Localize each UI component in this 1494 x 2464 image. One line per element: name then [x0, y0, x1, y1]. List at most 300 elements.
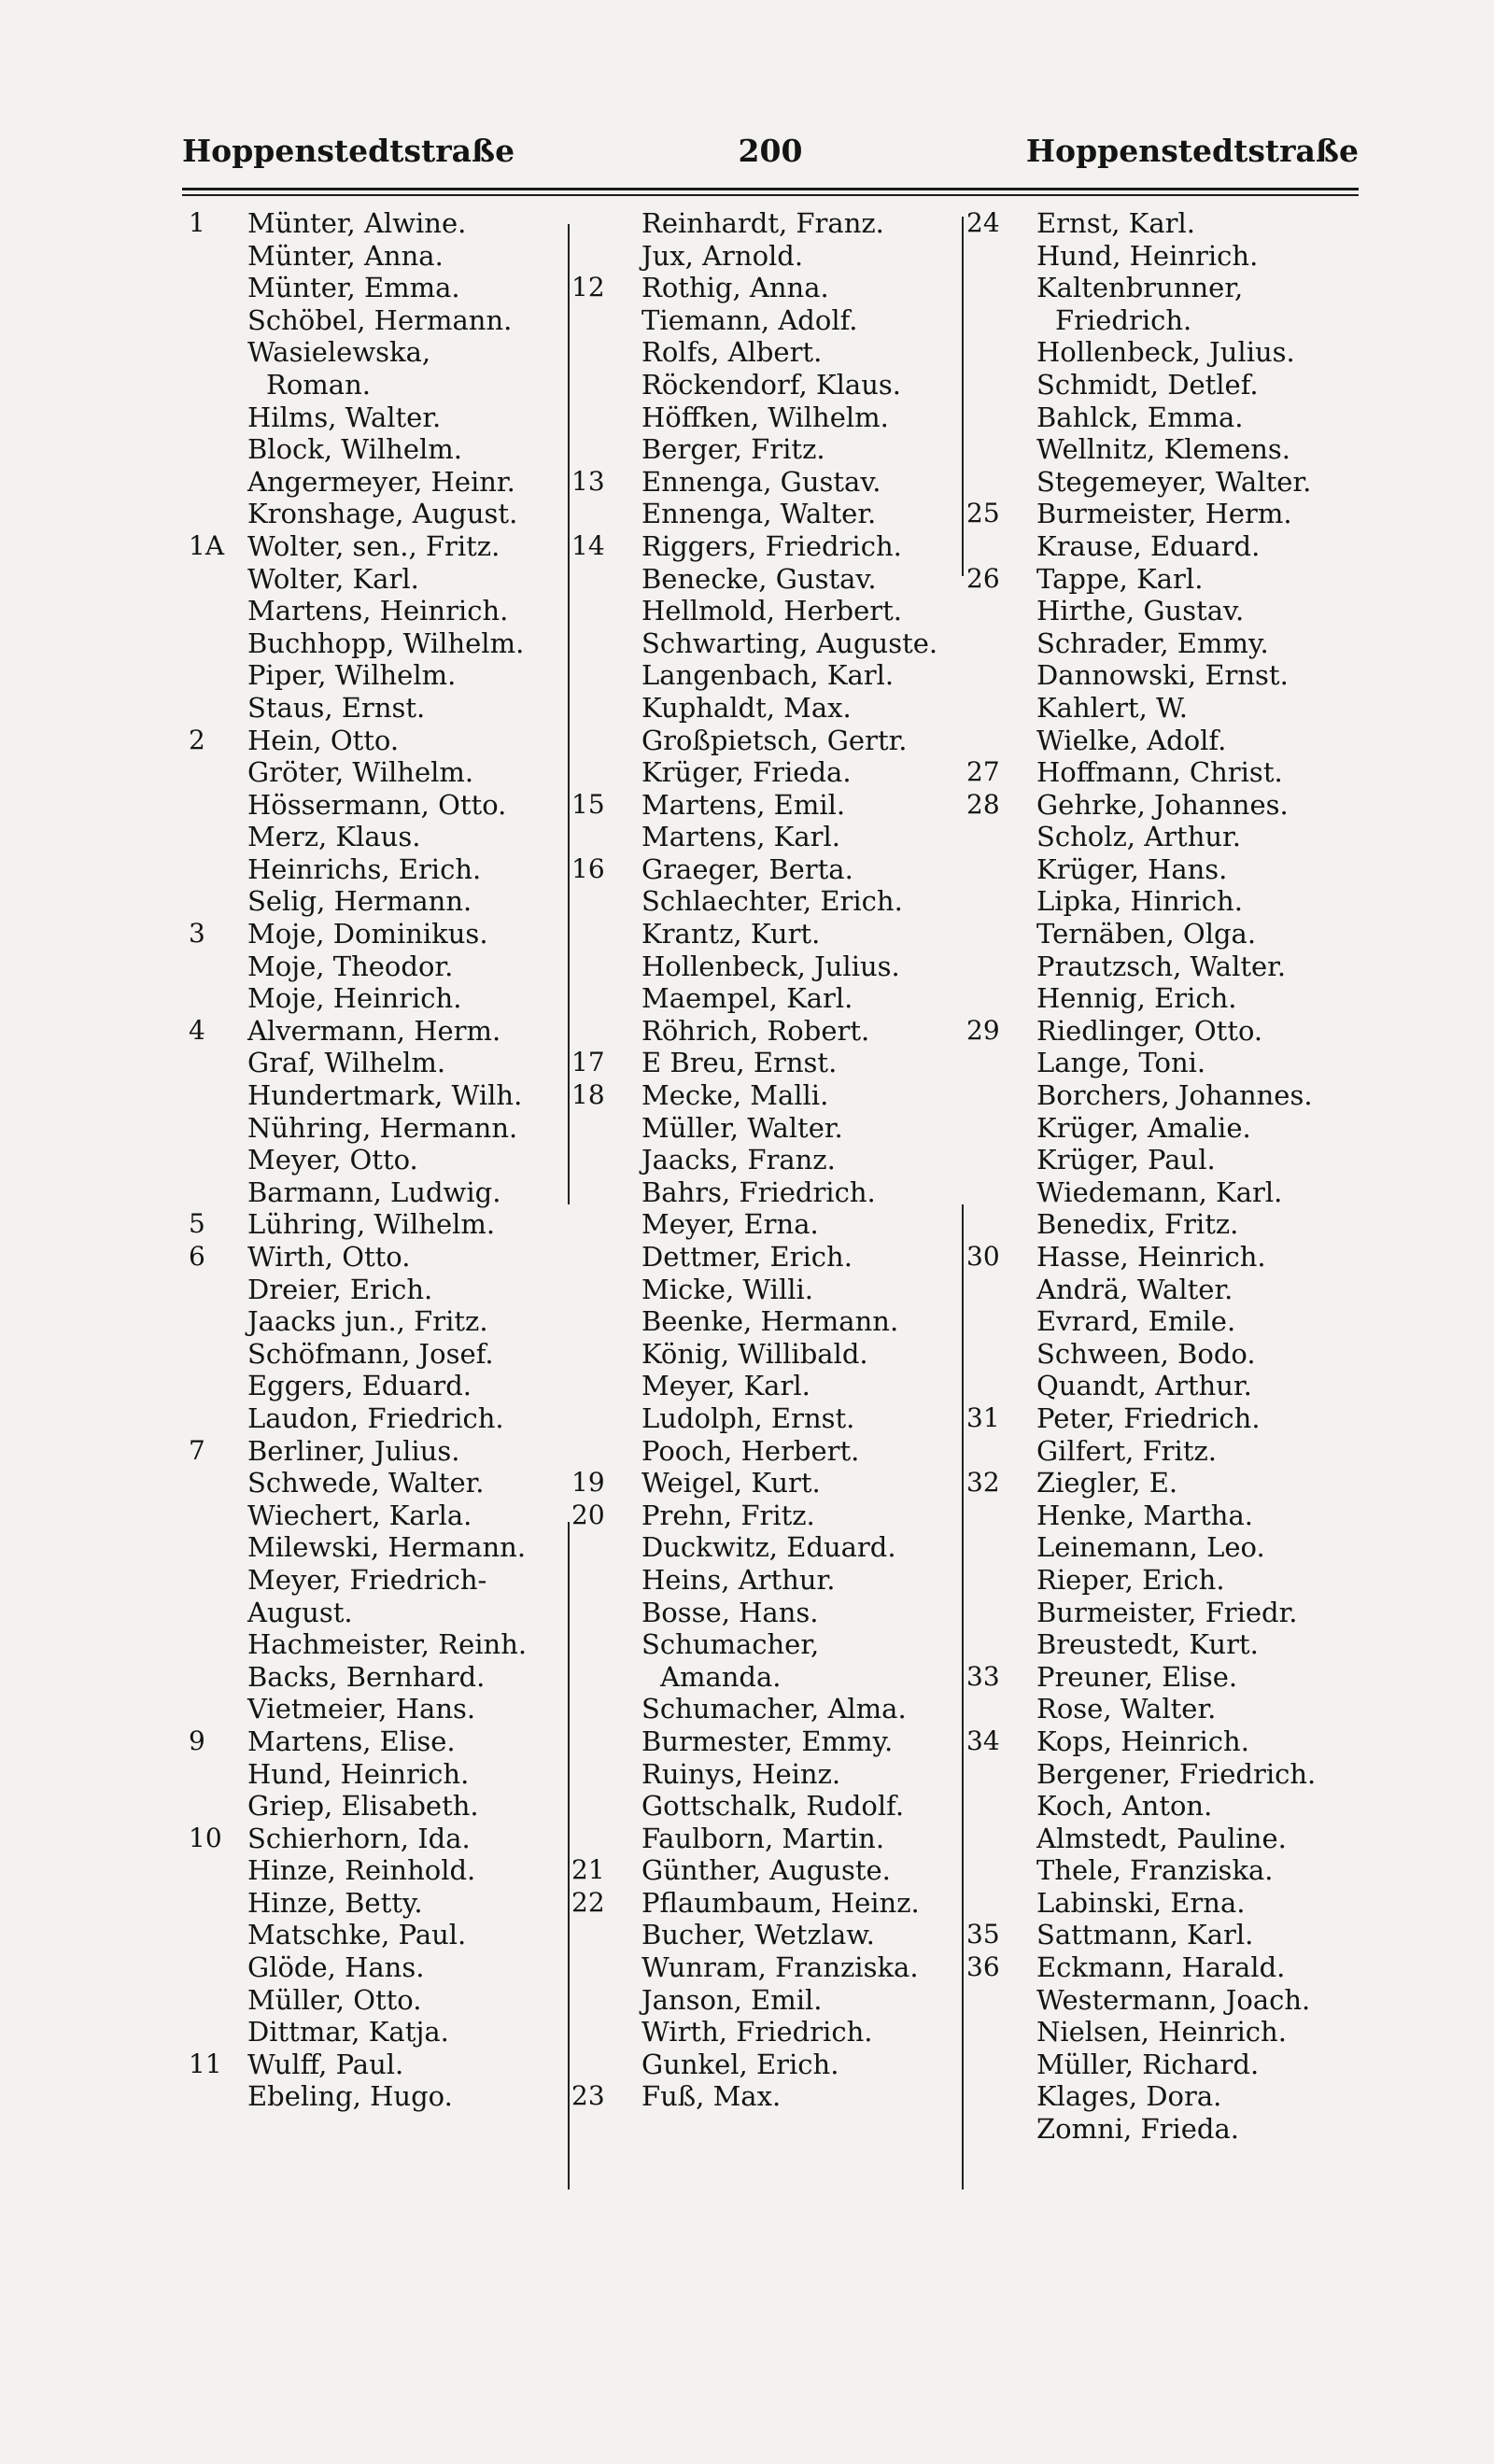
directory-entry: [966, 853, 1377, 886]
resident-name: Schumacher, Alma.: [641, 1693, 907, 1725]
resident-name: Kronshage, August.: [247, 498, 518, 530]
house-number: 34: [966, 1725, 1000, 1756]
resident-name: Scholz, Arthur.: [1036, 821, 1241, 853]
resident-name: Bahlck, Emma.: [1036, 401, 1244, 433]
resident-name: Tiemann, Adolf.: [641, 303, 858, 336]
resident-name: Hein, Otto.: [247, 724, 400, 756]
resident-name: Alvermann, Herm.: [247, 1014, 501, 1047]
house-number: 25: [966, 498, 1000, 529]
directory-entry: [571, 756, 964, 789]
directory-entry: [571, 1823, 964, 1855]
resident-name: Kahlert, W.: [1036, 691, 1188, 724]
resident-name: Hilms, Walter.: [247, 401, 442, 433]
house-number: 26: [966, 562, 1000, 594]
directory-entry: [571, 1854, 964, 1887]
resident-name: Moje, Heinrich.: [247, 982, 462, 1015]
directory-entry: [177, 304, 570, 337]
directory-entry: [966, 1338, 1377, 1371]
resident-name: Martens, Karl.: [641, 821, 840, 853]
directory-entry: [177, 1079, 570, 1112]
directory-entry: [177, 2049, 570, 2081]
resident-name: Schöbel, Hermann.: [247, 303, 513, 336]
directory-entry: [571, 1241, 964, 1274]
house-number: 11: [189, 2048, 222, 2079]
directory-entry: [177, 1919, 570, 1951]
directory-entry: [966, 1305, 1377, 1338]
directory-entry: [571, 725, 964, 757]
directory-entry: [177, 918, 570, 950]
directory-entry: [571, 563, 964, 596]
directory-entry: [571, 1079, 964, 1112]
directory-entry: [177, 1208, 570, 1241]
house-number: 3: [189, 918, 205, 950]
directory-entry: [571, 2080, 964, 2113]
resident-name: Lipka, Hinrich.: [1036, 885, 1243, 918]
resident-name: Moje, Dominikus.: [247, 918, 488, 950]
house-number: 10: [189, 1822, 222, 1853]
resident-name: König, Willibald.: [641, 1337, 868, 1370]
directory-entry: [966, 1435, 1377, 1468]
directory-entry: [177, 240, 570, 273]
directory-entry: [177, 1564, 570, 1597]
directory-entry: [571, 1951, 964, 1984]
resident-name: Wirth, Friedrich.: [641, 2016, 873, 2049]
resident-name: Krantz, Kurt.: [641, 918, 821, 950]
resident-name: Rieper, Erich.: [1036, 1563, 1225, 1596]
resident-name: Berger, Fritz.: [641, 433, 825, 466]
resident-name: Günther, Auguste.: [641, 1854, 891, 1887]
directory-entry: [177, 1854, 570, 1887]
directory-entry: [966, 401, 1377, 434]
resident-name: Riedlinger, Otto.: [1036, 1014, 1263, 1047]
directory-entry: [571, 1693, 964, 1725]
resident-name: Andrä, Walter.: [1036, 1273, 1233, 1305]
resident-name: Martens, Emil.: [641, 788, 846, 821]
house-number: 14: [571, 529, 605, 561]
house-number: 2: [189, 724, 205, 755]
directory-entry: [571, 1338, 964, 1371]
resident-name: Labinski, Erna.: [1036, 1886, 1246, 1919]
resident-name: Micke, Willi.: [641, 1273, 813, 1305]
header-rule-thick: [182, 188, 1359, 190]
page-number: 200: [738, 133, 803, 169]
resident-name: Ludolph, Ernst.: [641, 1401, 855, 1434]
resident-name: Krause, Eduard.: [1036, 529, 1261, 562]
directory-entry: [571, 659, 964, 692]
directory-entry: [571, 1112, 964, 1145]
resident-name: Röhrich, Robert.: [641, 1014, 870, 1047]
resident-name: Leinemann, Leo.: [1036, 1531, 1265, 1564]
directory-entry: [571, 1500, 964, 1532]
resident-name: Wulff, Paul.: [247, 2048, 404, 2080]
resident-name: Graf, Wilhelm.: [247, 1047, 446, 1079]
house-number: 9: [189, 1725, 205, 1756]
directory-entry: [966, 1402, 1377, 1435]
directory-entry: [966, 627, 1377, 660]
directory-entry: [966, 1628, 1377, 1661]
resident-name: Gehrke, Johannes.: [1036, 788, 1289, 821]
directory-entry: [571, 530, 964, 563]
directory-entry: [571, 789, 964, 822]
column-middle: [571, 207, 964, 2113]
directory-entry: [966, 1984, 1377, 2017]
resident-name: Gilfert, Fritz.: [1036, 1434, 1217, 1467]
house-number: 28: [966, 788, 1000, 820]
directory-entry: [177, 1628, 570, 1661]
directory-entry: [966, 304, 1377, 337]
directory-entry: [177, 853, 570, 886]
resident-name: Schöfmann, Josef.: [247, 1337, 494, 1370]
directory-entry: [571, 918, 964, 950]
directory-entry: [571, 1144, 964, 1176]
resident-name: Faulborn, Martin.: [641, 1822, 885, 1854]
resident-name: Wellnitz, Klemens.: [1036, 433, 1291, 466]
directory-entry: [571, 1984, 964, 2017]
resident-name: Schumacher,: [641, 1628, 820, 1661]
resident-name: Zomni, Frieda.: [1036, 2113, 1239, 2146]
directory-entry: [177, 2016, 570, 2049]
resident-name: Gröter, Wilhelm.: [247, 756, 474, 789]
resident-name: Wiedemann, Karl.: [1036, 1176, 1283, 1208]
resident-name: Hennig, Erich.: [1036, 982, 1237, 1015]
directory-entry: [177, 1047, 570, 1079]
resident-name: Roman.: [266, 368, 371, 401]
directory-entry: [177, 725, 570, 757]
resident-name: Schrader, Emmy.: [1036, 627, 1269, 659]
directory-entry: [177, 1887, 570, 1920]
directory-entry: [571, 401, 964, 434]
directory-entry: [177, 272, 570, 304]
directory-entry: [177, 1467, 570, 1500]
directory-entry: [966, 1919, 1377, 1951]
directory-entry: [966, 1564, 1377, 1597]
resident-name: Gottschalk, Rudolf.: [641, 1790, 905, 1823]
house-number: 23: [571, 2080, 605, 2112]
directory-entry: [177, 1144, 570, 1176]
resident-name: Bucher, Wetzlaw.: [641, 1919, 875, 1951]
house-number: 20: [571, 1499, 605, 1530]
resident-name: Weigel, Kurt.: [641, 1467, 821, 1500]
directory-entry: [966, 1015, 1377, 1048]
resident-name: Wasielewska,: [247, 336, 431, 369]
resident-name: Langenbach, Karl.: [641, 659, 895, 692]
directory-entry: [177, 369, 570, 401]
directory-entry: [966, 498, 1377, 530]
header-street-right: Hoppenstedtstraße: [1025, 133, 1359, 169]
resident-name: Münter, Emma.: [247, 272, 460, 304]
resident-name: Glöde, Hans.: [247, 1951, 425, 1984]
directory-entry: [966, 1887, 1377, 1920]
directory-entry: [966, 1790, 1377, 1823]
directory-entry: [571, 1370, 964, 1402]
resident-name: Rothig, Anna.: [641, 272, 829, 304]
resident-name: Evrard, Emile.: [1036, 1305, 1236, 1338]
resident-name: Hollenbeck, Julius.: [1036, 336, 1295, 369]
resident-name: Kuphaldt, Max.: [641, 691, 852, 724]
resident-name: Hollenbeck, Julius.: [641, 950, 900, 982]
directory-entry: [966, 1854, 1377, 1887]
house-number: 35: [966, 1919, 1000, 1950]
resident-name: Mecke, Malli.: [641, 1079, 829, 1112]
directory-entry: [966, 789, 1377, 822]
resident-name: Borchers, Johannes.: [1036, 1079, 1313, 1112]
directory-entry: [966, 1823, 1377, 1855]
directory-entry: [571, 1435, 964, 1468]
directory-entry: [177, 1661, 570, 1694]
resident-name: Vietmeier, Hans.: [247, 1693, 476, 1725]
directory-entry: [571, 1564, 964, 1597]
resident-name: Wielke, Adolf.: [1036, 724, 1227, 756]
directory-entry: [966, 1500, 1377, 1532]
directory-entry: [177, 1338, 570, 1371]
resident-name: Ruinys, Heinz.: [641, 1757, 841, 1790]
resident-name: Fuß, Max.: [641, 2080, 782, 2113]
resident-name: Hund, Heinrich.: [247, 1757, 470, 1790]
house-number: 5: [189, 1208, 205, 1240]
directory-entry: [571, 1467, 964, 1500]
resident-name: Wiechert, Karla.: [247, 1499, 472, 1531]
directory-entry: [966, 207, 1377, 240]
directory-entry: [571, 272, 964, 304]
resident-name: Stegemeyer, Walter.: [1036, 465, 1312, 498]
resident-name: Lange, Toni.: [1036, 1047, 1206, 1079]
resident-name: Meyer, Erna.: [641, 1208, 819, 1241]
directory-entry: [966, 1208, 1377, 1241]
resident-name: Burmeister, Friedr.: [1036, 1596, 1298, 1628]
directory-entry: [966, 2016, 1377, 2049]
resident-name: Ebeling, Hugo.: [247, 2080, 453, 2113]
directory-entry: [966, 1531, 1377, 1564]
directory-entry: [571, 1758, 964, 1791]
resident-name: Amanda.: [660, 1660, 782, 1693]
resident-name: Ernst, Karl.: [1036, 207, 1195, 239]
resident-name: Ennenga, Gustav.: [641, 465, 881, 498]
directory-entry: [571, 595, 964, 627]
directory-entry: [966, 756, 1377, 789]
resident-name: Buchhopp, Wilhelm.: [247, 627, 525, 659]
resident-name: Reinhardt, Franz.: [641, 207, 884, 239]
directory-entry: [966, 466, 1377, 499]
directory-entry: [571, 950, 964, 983]
resident-name: Barmann, Ludwig.: [247, 1176, 501, 1208]
house-number: 29: [966, 1014, 1000, 1046]
directory-entry: [177, 1370, 570, 1402]
directory-entry: [966, 1758, 1377, 1791]
resident-name: Prautzsch, Walter.: [1036, 950, 1287, 982]
resident-name: Münter, Anna.: [247, 239, 444, 272]
resident-name: Merz, Klaus.: [247, 821, 421, 853]
directory-entry: [966, 433, 1377, 466]
resident-name: Angermeyer, Heinr.: [247, 465, 515, 498]
directory-entry: [571, 1531, 964, 1564]
resident-name: Schwarting, Auguste.: [641, 627, 938, 659]
directory-entry: [571, 466, 964, 499]
directory-entry: [966, 563, 1377, 596]
directory-entry: [966, 369, 1377, 401]
resident-name: Pooch, Herbert.: [641, 1434, 860, 1467]
directory-entry: [966, 1725, 1377, 1758]
directory-entry: [571, 1402, 964, 1435]
directory-entry: [966, 725, 1377, 757]
resident-name: Hirthe, Gustav.: [1036, 595, 1245, 627]
resident-name: Backs, Bernhard.: [247, 1660, 486, 1693]
directory-entry: [177, 1274, 570, 1306]
resident-name: Thele, Franziska.: [1036, 1854, 1274, 1887]
house-number: 18: [571, 1079, 605, 1111]
directory-entry: [177, 692, 570, 725]
resident-name: Selig, Hermann.: [247, 885, 472, 918]
resident-name: Schmidt, Detlef.: [1036, 368, 1259, 401]
resident-name: Schierhorn, Ida.: [247, 1822, 471, 1854]
directory-entry: [571, 1208, 964, 1241]
directory-entry: [966, 336, 1377, 369]
resident-name: Tappe, Karl.: [1036, 562, 1204, 595]
resident-name: Benecke, Gustav.: [641, 562, 877, 595]
directory-entry: [966, 692, 1377, 725]
directory-entry: [177, 401, 570, 434]
directory-entry: [571, 498, 964, 530]
resident-name: Heinrichs, Erich.: [247, 852, 482, 885]
resident-name: Berliner, Julius.: [247, 1434, 460, 1467]
house-number: 32: [966, 1467, 1000, 1499]
resident-name: Nielsen, Heinrich.: [1036, 2016, 1287, 2049]
header-rule-thin: [182, 194, 1359, 196]
resident-name: Kops, Heinrich.: [1036, 1725, 1249, 1757]
resident-name: Laudon, Friedrich.: [247, 1401, 504, 1434]
resident-name: Duckwitz, Eduard.: [641, 1531, 896, 1564]
resident-name: Krüger, Amalie.: [1036, 1111, 1251, 1144]
directory-entry: [571, 1176, 964, 1209]
directory-entry: [177, 563, 570, 596]
resident-name: August.: [247, 1596, 353, 1628]
resident-name: Wolter, Karl.: [247, 562, 419, 595]
house-number: 4: [189, 1014, 205, 1046]
resident-name: Hoffmann, Christ.: [1036, 756, 1283, 789]
directory-entry: [571, 207, 964, 240]
resident-name: Henke, Martha.: [1036, 1499, 1253, 1531]
directory-entry: [966, 1661, 1377, 1694]
resident-name: Bosse, Hans.: [641, 1596, 819, 1628]
resident-name: Krüger, Paul.: [1036, 1144, 1216, 1176]
directory-entry: [966, 659, 1377, 692]
directory-entry: [966, 530, 1377, 563]
house-number: 17: [571, 1047, 605, 1078]
resident-name: Schwede, Walter.: [247, 1467, 485, 1500]
resident-name: Matschke, Paul.: [247, 1919, 467, 1951]
directory-entry: [177, 336, 570, 369]
resident-name: Höffken, Wilhelm.: [641, 401, 889, 433]
resident-name: Lühring, Wilhelm.: [247, 1208, 496, 1241]
resident-name: Bergener, Friedrich.: [1036, 1757, 1317, 1790]
directory-entry: [966, 2080, 1377, 2113]
directory-entry: [571, 433, 964, 466]
directory-entry: [571, 853, 964, 886]
resident-name: Hasse, Heinrich.: [1036, 1241, 1266, 1273]
directory-entry: [966, 240, 1377, 273]
directory-entry: [966, 1144, 1377, 1176]
directory-entry: [177, 1951, 570, 1984]
house-number: 12: [571, 272, 605, 303]
resident-name: Graeger, Berta.: [641, 852, 853, 885]
house-number: 7: [189, 1434, 205, 1466]
resident-name: Müller, Otto.: [247, 1983, 422, 2016]
resident-name: Breustedt, Kurt.: [1036, 1628, 1259, 1661]
directory-entry: [571, 1628, 964, 1661]
directory-entry: [177, 2080, 570, 2113]
resident-name: Peter, Friedrich.: [1036, 1401, 1261, 1434]
resident-name: Hinze, Reinhold.: [247, 1854, 476, 1887]
resident-name: Nühring, Hermann.: [247, 1111, 518, 1144]
directory-entry: [571, 304, 964, 337]
directory-entry: [177, 1725, 570, 1758]
directory-entry: [571, 240, 964, 273]
directory-entry: [177, 1758, 570, 1791]
directory-entry: [966, 1951, 1377, 1984]
directory-entry: [177, 756, 570, 789]
directory-entry: [571, 2016, 964, 2049]
directory-entry: [966, 2113, 1377, 2146]
resident-name: Riggers, Friedrich.: [641, 529, 902, 562]
house-number: 16: [571, 852, 605, 884]
directory-entry: [966, 821, 1377, 853]
directory-entry: [177, 1693, 570, 1725]
resident-name: Gunkel, Erich.: [641, 2048, 839, 2080]
directory-entry: [571, 2049, 964, 2081]
resident-name: Dittmar, Katja.: [247, 2016, 449, 2049]
directory-entry: [571, 1887, 964, 1920]
resident-name: Hellmold, Herbert.: [641, 595, 903, 627]
house-number: 27: [966, 756, 1000, 788]
directory-entry: [177, 821, 570, 853]
directory-entry: [966, 885, 1377, 918]
resident-name: Benedix, Fritz.: [1036, 1208, 1239, 1241]
resident-name: Prehn, Fritz.: [641, 1499, 815, 1531]
directory-entry: [966, 950, 1377, 983]
resident-name: Krüger, Frieda.: [641, 756, 852, 789]
resident-name: Schlaechter, Erich.: [641, 885, 903, 918]
page-header: [182, 133, 1359, 179]
house-number: 1: [189, 207, 205, 238]
directory-entry: [966, 1597, 1377, 1629]
resident-name: Wunram, Franziska.: [641, 1951, 919, 1984]
resident-name: Martens, Heinrich.: [247, 595, 509, 627]
house-number: 13: [571, 465, 605, 497]
resident-name: Heins, Arthur.: [641, 1563, 836, 1596]
directory-entry: [177, 885, 570, 918]
resident-name: Klages, Dora.: [1036, 2080, 1222, 2113]
resident-name: Ennenga, Walter.: [641, 498, 877, 530]
directory-entry: [571, 1274, 964, 1306]
directory-entry: [177, 1176, 570, 1209]
directory-entry: [966, 1047, 1377, 1079]
house-number: 36: [966, 1951, 1000, 1983]
directory-entry: [571, 627, 964, 660]
directory-entry: [966, 918, 1377, 950]
house-number: 15: [571, 788, 605, 820]
resident-name: Eggers, Eduard.: [247, 1370, 472, 1402]
directory-entry: [177, 1823, 570, 1855]
directory-entry: [571, 692, 964, 725]
directory-entry: [177, 1402, 570, 1435]
directory-entry: [177, 1305, 570, 1338]
resident-name: Staus, Ernst.: [247, 691, 426, 724]
resident-name: Griep, Elisabeth.: [247, 1790, 479, 1823]
resident-name: Bahrs, Friedrich.: [641, 1176, 876, 1208]
directory-entry: [966, 1274, 1377, 1306]
resident-name: Meyer, Friedrich-: [247, 1563, 487, 1596]
directory-entry: [177, 1984, 570, 2017]
directory-entry: [177, 1435, 570, 1468]
